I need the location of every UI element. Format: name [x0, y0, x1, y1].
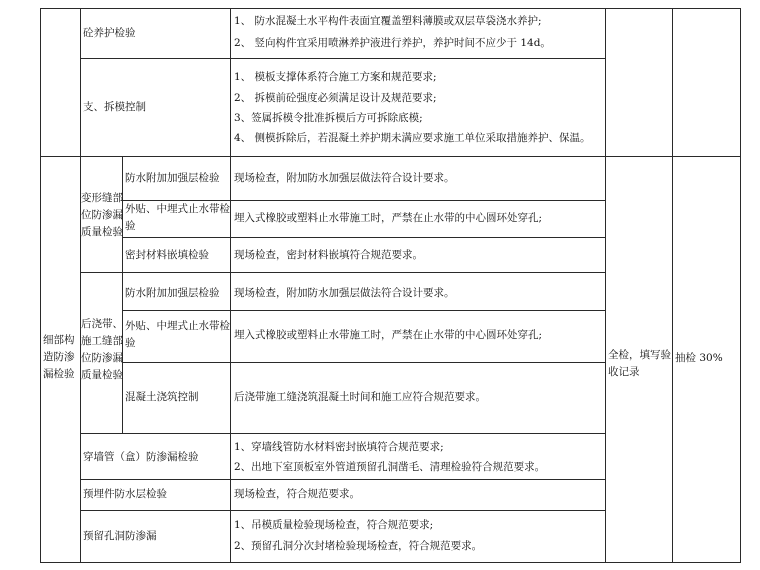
rule	[40, 156, 740, 157]
rule	[740, 8, 741, 563]
deformation-item-3: 密封材料嵌填检验	[125, 249, 209, 261]
postpour-item-3: 混凝土浇筑控制	[125, 391, 199, 403]
rule	[80, 479, 605, 480]
postpour-desc-2: 埋入式橡胶或塑料止水带施工时，严禁在止水带的中心圆环处穿孔;	[234, 329, 543, 341]
sampling-label: 抽检 30%	[675, 352, 723, 364]
rule	[122, 310, 605, 311]
rule	[672, 8, 673, 563]
formwork-item: 支、拆模控制	[83, 101, 146, 113]
postpour-item-2: 外贴、中埋式止水带检验	[125, 320, 230, 349]
method-label: 全检，填写验收记录	[608, 349, 671, 378]
deformation-item-1: 防水附加加强层检验	[125, 172, 220, 184]
rule	[80, 510, 605, 511]
deformation-item-2: 外贴、中埋式止水带检验	[125, 203, 230, 232]
formwork-line-2: 2、 拆模前砼强度必须满足设计及规范要求;	[234, 92, 437, 104]
reserved-hole-line-1: 1、吊模质量检验现场检查，符合规范要求;	[234, 519, 434, 531]
wall-pipe-line-2: 2、出地下室顶板室外管道预留孔洞凿毛、清理检验符合规范要求。	[234, 461, 546, 473]
formwork-line-3: 3、签属拆模令批准拆模后方可拆除底模;	[234, 112, 423, 124]
rule	[605, 8, 606, 563]
embedded-item: 预埋件防水层检验	[83, 488, 167, 500]
postpour-desc-1: 现场检查，附加防水加强层做法符合设计要求。	[234, 287, 455, 299]
rule	[230, 8, 231, 563]
postpour-group-label: 后浇带、施工缝部位防渗漏质量检验	[81, 318, 123, 381]
curing-item: 砼养护检验	[83, 27, 136, 39]
curing-line-1: 1、 防水混凝土水平构件表面宜覆盖塑料薄膜或双层草袋浇水养护;	[234, 15, 542, 27]
rule	[40, 562, 740, 563]
wall-pipe-line-1: 1、穿墙线管防水材料密封嵌填符合规范要求;	[234, 441, 444, 453]
rule	[80, 58, 605, 59]
rule	[80, 272, 605, 273]
deformation-group-label: 变形缝部位防渗漏质量检验	[81, 192, 123, 238]
rule	[40, 8, 740, 9]
rule	[80, 433, 605, 434]
category-label: 细部构造防渗漏检验	[43, 334, 75, 380]
rule	[122, 237, 605, 238]
deformation-desc-1: 现场检查，附加防水加强层做法符合设计要求。	[234, 172, 455, 184]
deformation-desc-2: 埋入式橡胶或塑料止水带施工时，严禁在止水带的中心圆环处穿孔;	[234, 212, 543, 224]
embedded-desc: 现场检查，符合规范要求。	[234, 488, 360, 500]
reserved-hole-line-2: 2、预留孔洞分次封堵检验现场检查，符合规范要求。	[234, 540, 483, 552]
rule	[40, 8, 41, 563]
formwork-line-1: 1、 模板支撑体系符合施工方案和规范要求;	[234, 71, 437, 83]
reserved-hole-item: 预留孔洞防渗漏	[83, 530, 157, 542]
postpour-desc-3: 后浇带施工缝浇筑混凝土时间和施工应符合规范要求。	[234, 391, 486, 403]
rule	[122, 362, 605, 363]
wall-pipe-item: 穿墙管（盒）防渗漏检验	[83, 451, 199, 463]
formwork-line-4: 4、 侧模拆除后，若混凝土养护期未满应要求施工单位采取措施养护、保温。	[234, 132, 591, 144]
postpour-item-1: 防水附加加强层检验	[125, 287, 220, 299]
deformation-desc-3: 现场检查，密封材料嵌填符合规范要求。	[234, 249, 423, 261]
rule	[80, 8, 81, 563]
curing-line-2: 2、 竖向构件宜采用喷淋养护液进行养护，养护时间不应少于 14d。	[234, 37, 551, 49]
